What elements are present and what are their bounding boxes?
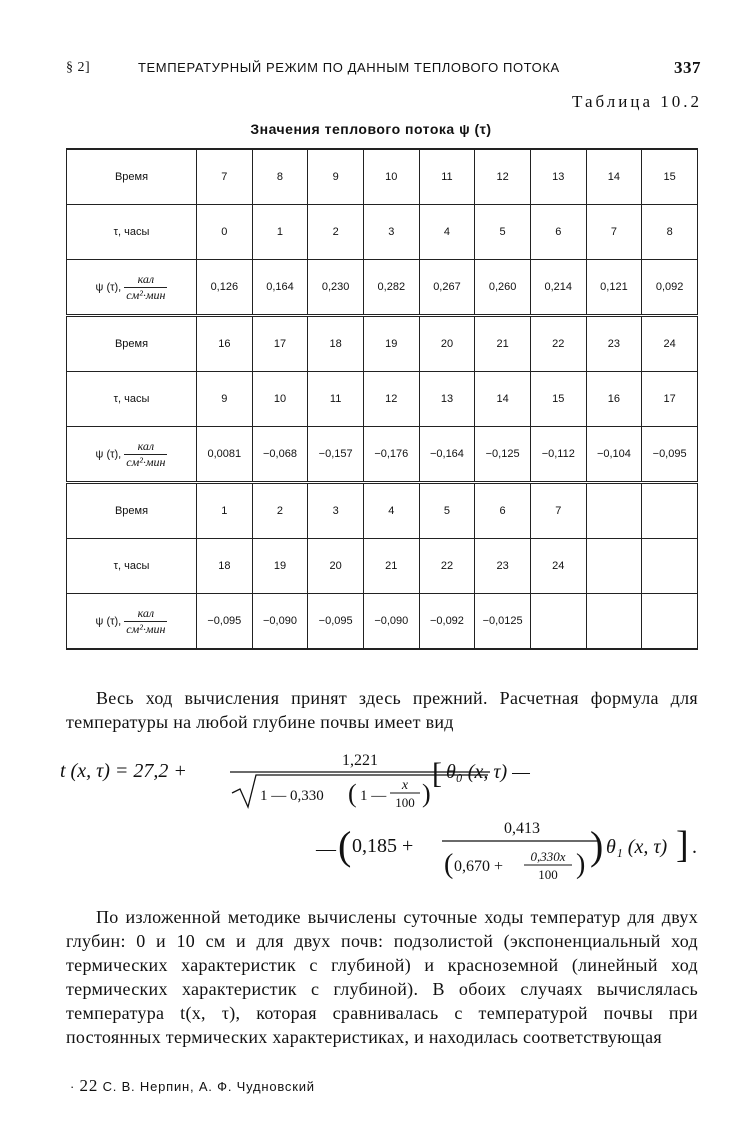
table-cell: 13 bbox=[419, 372, 475, 427]
formula-theta1: θ₁ (x, τ) bbox=[606, 836, 668, 858]
table-row bbox=[67, 594, 698, 650]
table-cell: 17 bbox=[252, 316, 308, 372]
table-cell bbox=[586, 594, 642, 650]
psi-prefix: ψ (τ), bbox=[95, 614, 122, 627]
table-cell: 18 bbox=[308, 316, 364, 372]
table-cell: 0,267 bbox=[419, 260, 475, 316]
table-cell: 7 bbox=[197, 149, 253, 205]
footer: · 22 С. В. Нерпин, А. Ф. Чудновский bbox=[70, 1076, 315, 1095]
formula-c2num: 0,413 bbox=[504, 820, 540, 837]
table-cell: −0,164 bbox=[419, 427, 475, 483]
table-row bbox=[67, 539, 698, 594]
table-label: Таблица 10.2 bbox=[572, 92, 702, 111]
unit-fraction bbox=[124, 439, 167, 470]
table-cell: 21 bbox=[363, 539, 419, 594]
formula-minus: — bbox=[316, 838, 336, 860]
row-header-tau: τ, часы bbox=[67, 372, 197, 427]
table-cell: 5 bbox=[419, 483, 475, 539]
svg-text:]: ] bbox=[676, 824, 689, 866]
table-cell: 0,121 bbox=[586, 260, 642, 316]
formula-c2a: 0,185 + bbox=[352, 835, 414, 857]
unit-fraction bbox=[124, 606, 167, 637]
formula-c2den-a: 0,670 + bbox=[454, 858, 504, 875]
table-cell bbox=[642, 483, 698, 539]
table-cell: 4 bbox=[363, 483, 419, 539]
table-cell: 18 bbox=[197, 539, 253, 594]
table-cell: −0,090 bbox=[252, 594, 308, 650]
svg-text:(: ( bbox=[444, 849, 454, 880]
table-cell: 6 bbox=[530, 205, 586, 260]
table-cell: 11 bbox=[308, 372, 364, 427]
table-cell: −0,095 bbox=[197, 594, 253, 650]
table-cell: 23 bbox=[475, 539, 531, 594]
table-cell: 8 bbox=[252, 149, 308, 205]
row-header-time: Время bbox=[67, 149, 197, 205]
unit-denominator: см²·мин bbox=[126, 287, 166, 302]
sheet-number: 22 bbox=[79, 1076, 99, 1095]
table-cell bbox=[642, 594, 698, 650]
table-row bbox=[67, 205, 698, 260]
table-cell: 21 bbox=[475, 316, 531, 372]
table-cell: 14 bbox=[475, 372, 531, 427]
table-cell: 14 bbox=[586, 149, 642, 205]
table-cell: 19 bbox=[363, 316, 419, 372]
table-cell: 0,164 bbox=[252, 260, 308, 316]
table-row bbox=[67, 260, 698, 316]
svg-text:): ) bbox=[576, 849, 586, 880]
table-cell: 5 bbox=[475, 205, 531, 260]
table-cell: 9 bbox=[197, 372, 253, 427]
table-cell: 0,260 bbox=[475, 260, 531, 316]
table-cell: −0,104 bbox=[586, 427, 642, 483]
table-cell: −0,157 bbox=[308, 427, 364, 483]
table-cell: 11 bbox=[419, 149, 475, 205]
paragraph-method: По изложенной методике вычислены суточные ходы температур для двух глубин: 0 и 10 см и для двух почв: подзолистой (экспоненциальный ход термических характеристик с глубиной) и красноземной (линейный ход термических характеристик с глубиной). В обоих случаях вычислялась температура t(x, τ), которая сравнивалась с температурой почвы при постоянных термических характеристиках, и находилась соответствующая bbox=[66, 907, 698, 1047]
paragraph-intro: Весь ход вычисления принят здесь прежний. Расчетная формула для температуры на любой глубине почвы имеет вид bbox=[66, 688, 698, 732]
table-cell: 0,126 bbox=[197, 260, 253, 316]
table-cell: 15 bbox=[530, 372, 586, 427]
table-cell: 0,214 bbox=[530, 260, 586, 316]
table-caption: Значения теплового потока ψ (τ) bbox=[250, 121, 492, 137]
header-title: ТЕМПЕРАТУРНЫЙ РЕЖИМ ПО ДАННЫМ ТЕПЛОВОГО ПОТОКА bbox=[138, 60, 560, 75]
table-row bbox=[67, 149, 698, 205]
table-cell: −0,090 bbox=[363, 594, 419, 650]
table-cell: 0,282 bbox=[363, 260, 419, 316]
heat-flux-table bbox=[66, 148, 698, 650]
table-row bbox=[67, 316, 698, 372]
table-cell: −0,068 bbox=[252, 427, 308, 483]
footer-authors: С. В. Нерпин, А. Ф. Чудновский bbox=[102, 1079, 315, 1094]
table-cell: 10 bbox=[363, 149, 419, 205]
svg-text:[: [ bbox=[432, 757, 442, 790]
psi-prefix: ψ (τ), bbox=[95, 447, 122, 460]
table-cell: 10 bbox=[252, 372, 308, 427]
row-header-time: Время bbox=[67, 483, 197, 539]
row-header-tau: τ, часы bbox=[67, 205, 197, 260]
unit-numerator: кал bbox=[124, 439, 167, 455]
row-header-psi bbox=[67, 427, 197, 483]
unit-numerator: кал bbox=[124, 606, 167, 622]
table-row bbox=[67, 372, 698, 427]
table-cell bbox=[642, 539, 698, 594]
unit-denominator: см²·мин bbox=[126, 621, 166, 636]
table-cell: 20 bbox=[419, 316, 475, 372]
unit-denominator: см²·мин bbox=[126, 454, 166, 469]
table-cell: 0 bbox=[197, 205, 253, 260]
table-cell: −0,092 bbox=[419, 594, 475, 650]
table-cell: 1 bbox=[197, 483, 253, 539]
table-cell: 16 bbox=[586, 372, 642, 427]
table-cell: 3 bbox=[308, 483, 364, 539]
table-cell: 12 bbox=[363, 372, 419, 427]
table-cell: 16 bbox=[197, 316, 253, 372]
table-cell: 2 bbox=[252, 483, 308, 539]
svg-text:(: ( bbox=[348, 779, 357, 808]
table-cell: 20 bbox=[308, 539, 364, 594]
row-header-psi bbox=[67, 260, 197, 316]
table-row bbox=[67, 427, 698, 483]
unit-fraction bbox=[124, 272, 167, 303]
table-cell: 0,0081 bbox=[197, 427, 253, 483]
table-cell: 7 bbox=[586, 205, 642, 260]
svg-text:): ) bbox=[590, 823, 604, 868]
table-cell: −0,095 bbox=[642, 427, 698, 483]
table-cell: −0,125 bbox=[475, 427, 531, 483]
svg-text:(: ( bbox=[338, 823, 352, 868]
row-header-time: Время bbox=[67, 316, 197, 372]
row-header-psi bbox=[67, 594, 197, 650]
table-cell: 6 bbox=[475, 483, 531, 539]
svg-text:1 —: 1 — bbox=[360, 788, 387, 804]
psi-prefix: ψ (τ), bbox=[95, 280, 122, 293]
table-cell: 0,092 bbox=[642, 260, 698, 316]
table-cell: 12 bbox=[475, 149, 531, 205]
formula-c1: 1,221 bbox=[342, 752, 378, 769]
table-cell: −0,176 bbox=[363, 427, 419, 483]
table-cell: 17 bbox=[642, 372, 698, 427]
table-cell: 3 bbox=[363, 205, 419, 260]
table-cell: 15 bbox=[642, 149, 698, 205]
table-cell: 22 bbox=[530, 316, 586, 372]
table-cell: 19 bbox=[252, 539, 308, 594]
table-cell: 9 bbox=[308, 149, 364, 205]
table-cell: 22 bbox=[419, 539, 475, 594]
table-cell bbox=[530, 594, 586, 650]
table-cell: −0,095 bbox=[308, 594, 364, 650]
svg-text:.: . bbox=[692, 836, 697, 858]
table-cell bbox=[586, 539, 642, 594]
table-cell: 8 bbox=[642, 205, 698, 260]
table-cell: 23 bbox=[586, 316, 642, 372]
formula-svg bbox=[60, 745, 700, 895]
formula-theta0: θ₀ (x, τ) — bbox=[446, 761, 530, 783]
table-cell: 7 bbox=[530, 483, 586, 539]
table-row bbox=[67, 483, 698, 539]
formula-c2den-num: 0,330x bbox=[530, 849, 566, 864]
formula bbox=[60, 745, 700, 895]
table-cell: −0,0125 bbox=[475, 594, 531, 650]
row-header-tau: τ, часы bbox=[67, 539, 197, 594]
header-section: § 2] bbox=[66, 60, 91, 75]
table-cell: 0,230 bbox=[308, 260, 364, 316]
unit-numerator: кал bbox=[124, 272, 167, 288]
table-cell bbox=[586, 483, 642, 539]
formula-rad-100: 100 bbox=[395, 795, 415, 810]
table-cell: 13 bbox=[530, 149, 586, 205]
formula-rad-a: 1 — 0,330 bbox=[260, 788, 324, 804]
svg-text:): ) bbox=[422, 779, 431, 808]
table-cell: 24 bbox=[530, 539, 586, 594]
table-cell: 24 bbox=[642, 316, 698, 372]
formula-lhs: t (x, τ) = 27,2 + bbox=[60, 760, 187, 782]
formula-rad-x: x bbox=[401, 778, 409, 793]
table-cell: −0,112 bbox=[530, 427, 586, 483]
formula-c2den-den: 100 bbox=[538, 867, 558, 882]
table-cell: 4 bbox=[419, 205, 475, 260]
table-cell: 1 bbox=[252, 205, 308, 260]
table-cell: 2 bbox=[308, 205, 364, 260]
page-number: 337 bbox=[674, 58, 701, 77]
